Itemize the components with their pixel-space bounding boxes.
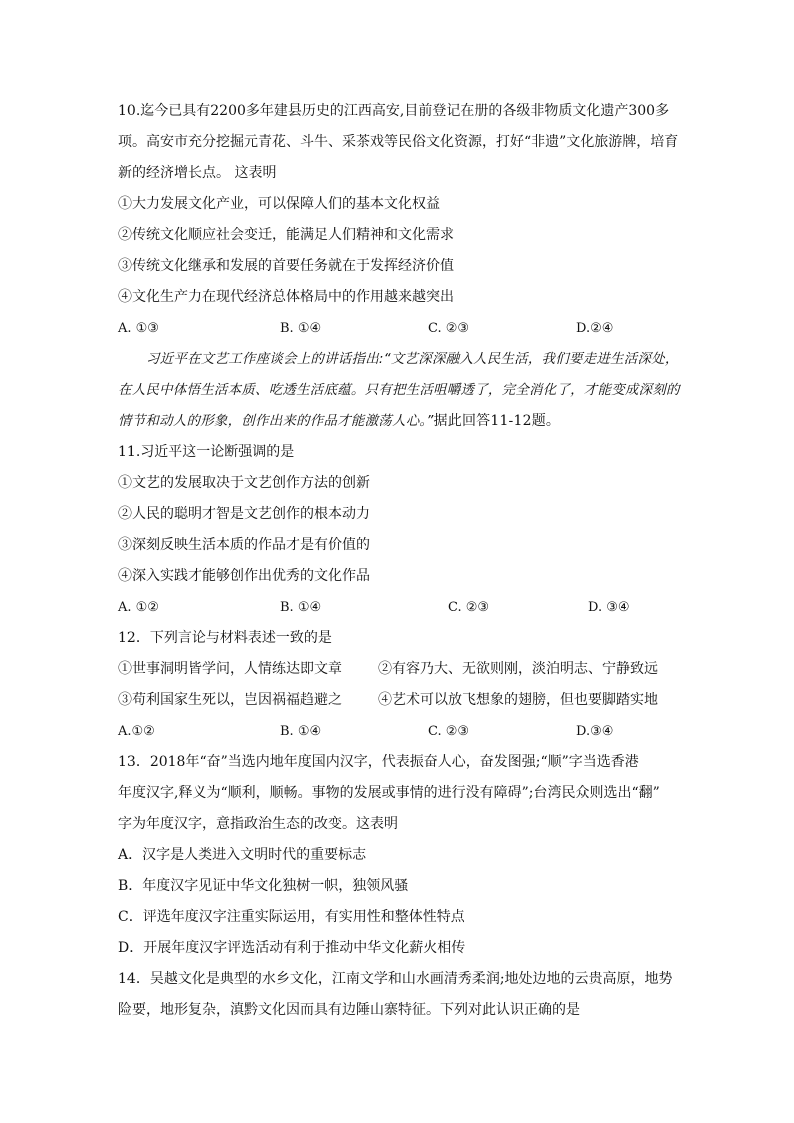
q12-items-row-2 [118, 685, 684, 716]
question-10-stem: 10.迄今已具有2200多年建县历史的江西高安,目前登记在册的各级非物质文化遗产300多项。高安市充分挖掘元青花、斗牛、采茶戏等民俗文化资源，打好“非遗”文化旅游牌，培育新的经济增长点。 这表明 [118, 103, 679, 181]
q10-item-1: ①大力发展文化产业，可以保障人们的基本文化权益 [118, 196, 440, 212]
question-13-stem-line-2: 年度汉字,释义为“顺利，顺畅。事物的发展或事情的进行没有障碍”;台湾民众则选出“翻” [118, 785, 660, 801]
q12-item-4: ④艺术可以放飞想象的翅膀，但也要脚踏实地 [378, 692, 658, 708]
q10-item-3: ③传统文化继承和发展的首要任务就在于发挥经济价值 [118, 258, 454, 274]
passage-tail: 据此回答11-12题。 [433, 413, 561, 429]
question-12-stem: 12．下列言论与材料表述一致的是 [118, 630, 332, 646]
q11-option-a: A. ①② [118, 600, 159, 615]
question-content [118, 96, 684, 1026]
q10-option-d: D.②④ [576, 321, 614, 336]
passage-quote-text: 习近平在文艺工作座谈会上的讲话指出:“文艺深深融入人民生活，我们要走进生活深处，在人民中体悟生活本质、吃透生活底蕴。只有把生活咀嚼透了，完全消化了，才能变成深刻的情节和动人的形象，创作出来的作品才能激荡人心。” [118, 351, 680, 429]
question-14-stem-line-2: 险要，地形复杂，滇黔文化因而具有边陲山寨特征。下列对此认识正确的是 [118, 1002, 580, 1018]
q12-item-1: ①世事洞明皆学问，人情练达即文章 [118, 661, 342, 677]
q13-choice-c: C．评选年度汉字注重实际运用，有实用性和整体性特点 [118, 909, 465, 925]
q10-item-4: ④文化生产力在现代经济总体格局中的作用越来越突出 [118, 289, 454, 305]
q13-choice-b: B．年度汉字见证中华文化独树一帜，独领风骚 [118, 878, 409, 894]
q11-option-d: D. ③④ [588, 600, 630, 615]
q12-item-3: ③苟利国家生死以，岂因祸福趋避之 [118, 692, 342, 708]
q12-item-2: ②有容乃大、无欲则刚，淡泊明志、宁静致远 [378, 661, 658, 677]
q11-option-c: C. ②③ [448, 600, 490, 615]
q11-item-2: ②人民的聪明才智是文艺创作的根本动力 [118, 506, 370, 522]
q11-option-b: B. ①④ [280, 600, 322, 615]
q12-items-row-1 [118, 654, 684, 685]
q10-option-a: A. ①③ [118, 321, 159, 336]
q13-choice-d: D．开展年度汉字评选活动有利于推动中华文化薪火相传 [118, 940, 466, 956]
q12-option-a: A.①② [118, 724, 155, 739]
q10-options [118, 313, 684, 344]
q11-item-4: ④深入实践才能够创作出优秀的文化作品 [118, 568, 370, 584]
q12-options [118, 716, 684, 747]
q10-item-2: ②传统文化顺应社会变迁，能满足人们精神和文化需求 [118, 227, 454, 243]
question-14-stem-line-1: 14．吴越文化是典型的水乡文化，江南文学和山水画清秀柔润;地处边地的云贵高原，地势 [118, 971, 673, 987]
passage-quote [118, 344, 684, 437]
q11-options [118, 592, 684, 623]
q10-option-c: C. ②③ [428, 321, 470, 336]
question-13-stem-line-3: 字为年度汉字，意指政治生态的改变。这表明 [118, 816, 398, 832]
question-13-stem-line-1: 13．2018年“奋”当选内地年度国内汉字，代表振奋人心，奋发图强;“顺”字当选香港 [118, 754, 639, 770]
q12-option-d: D.③④ [576, 724, 614, 739]
q12-option-b: B. ①④ [280, 724, 322, 739]
q12-option-c: C. ②③ [428, 724, 470, 739]
q13-choice-a: A．汉字是人类进入文明时代的重要标志 [118, 847, 367, 863]
q11-item-1: ①文艺的发展取决于文艺创作方法的创新 [118, 475, 370, 491]
q10-option-b: B. ①④ [280, 321, 322, 336]
question-11-stem: 11.习近平这一论断强调的是 [118, 444, 295, 460]
q11-item-3: ③深刻反映生活本质的作品才是有价值的 [118, 537, 370, 553]
